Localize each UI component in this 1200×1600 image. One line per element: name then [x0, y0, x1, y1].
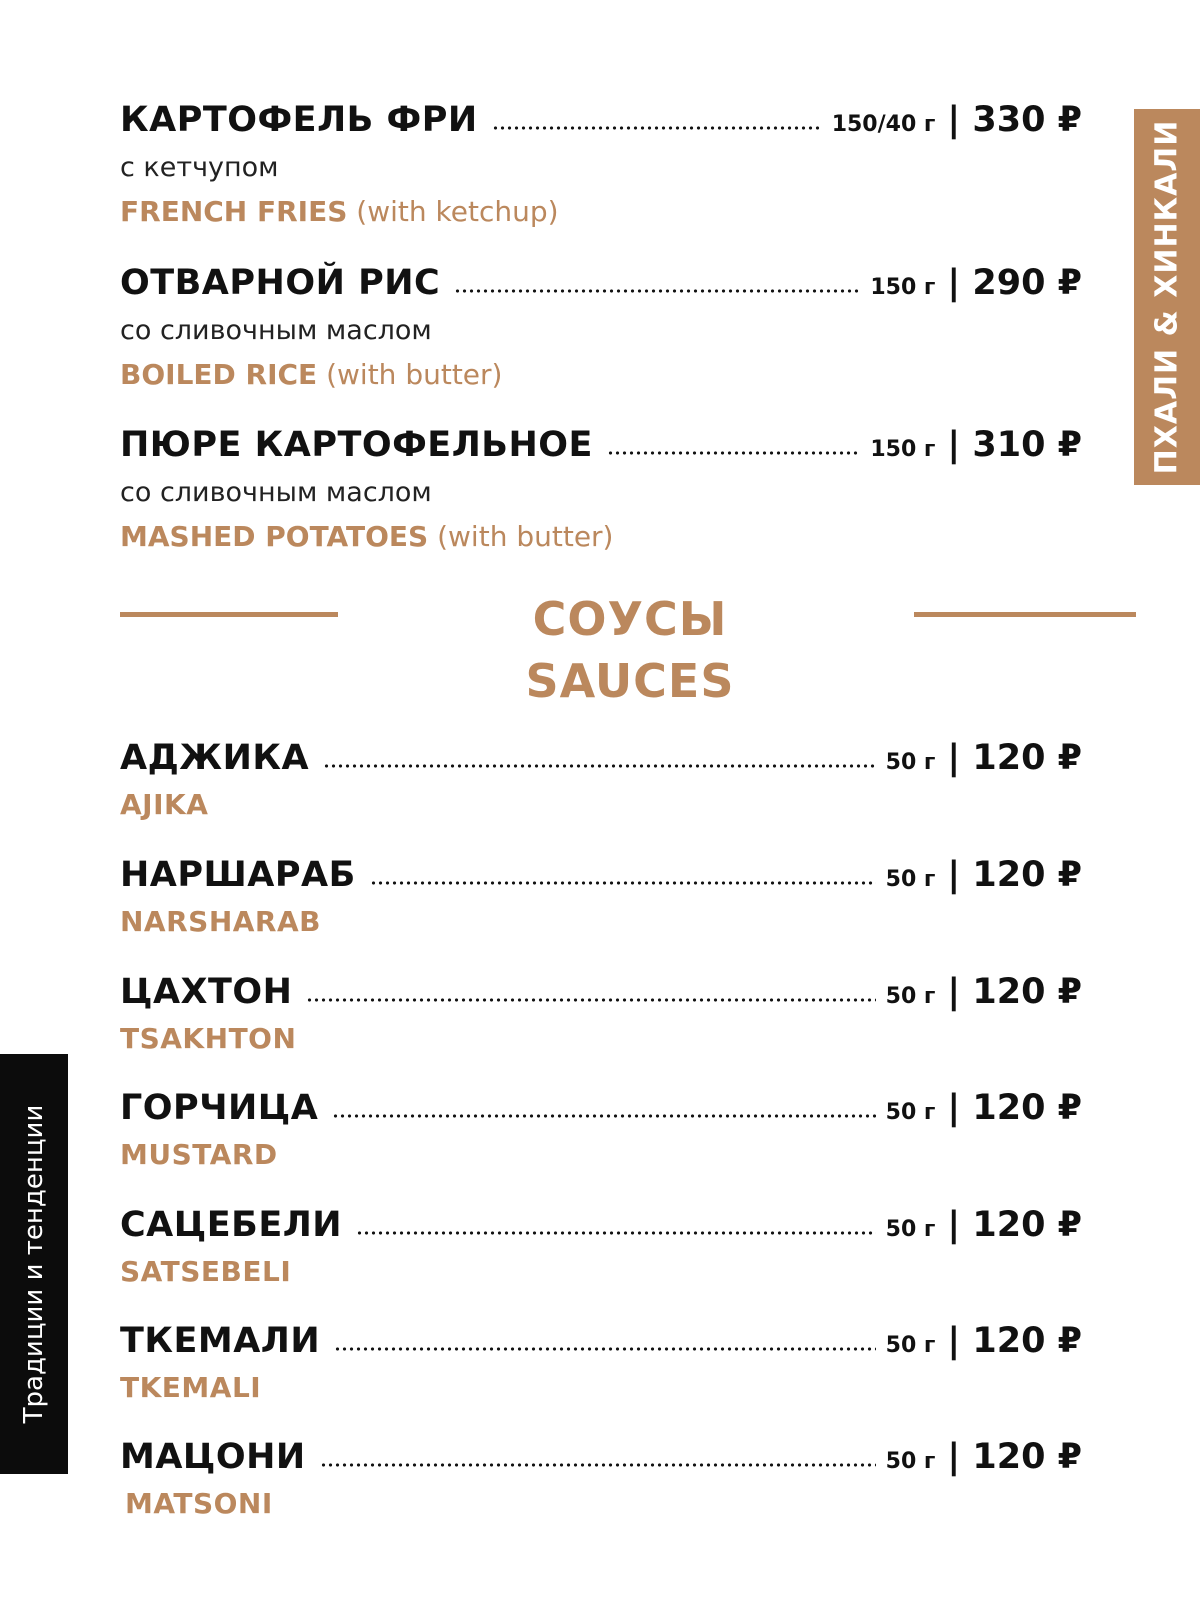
section-title-ru: СОУСЫ [532, 592, 728, 646]
menu-item-tkemali [120, 1321, 1082, 1404]
menu-item-satsebeli [120, 1205, 1082, 1288]
dot-leader [454, 289, 860, 293]
item-name: АДЖИКА [120, 738, 310, 778]
item-name: КАРТОФЕЛЬ ФРИ [120, 100, 478, 140]
item-name: ГОРЧИЦА [120, 1088, 319, 1128]
section-divider-left [120, 612, 338, 617]
dot-leader [607, 451, 860, 455]
item-english-name: TSAKHTON [120, 1022, 297, 1055]
dot-leader [356, 1231, 876, 1235]
item-name: САЦЕБЕЛИ [120, 1205, 343, 1245]
english-description: (with butter) [326, 358, 503, 391]
item-english-name [120, 520, 1082, 553]
item-weight: 50 г [885, 1217, 936, 1242]
english-description: (with butter) [437, 520, 614, 553]
item-english-name: SATSEBELI [120, 1255, 292, 1288]
dot-leader [332, 1114, 875, 1118]
section-title-sauces [420, 588, 840, 712]
menu-item-matsoni [120, 1437, 1082, 1520]
item-weight: 50 г [885, 1100, 936, 1125]
brand-tagline-tab [0, 1054, 68, 1474]
item-name: ПЮРЕ КАРТОФЕЛЬНОЕ [120, 425, 593, 465]
menu-item-tsakhton [120, 972, 1082, 1055]
item-description: со сливочным маслом [120, 477, 432, 508]
item-price: | 330 ₽ [947, 100, 1082, 140]
dot-leader [320, 1463, 876, 1467]
item-english-name: NARSHARAB [120, 905, 322, 938]
section-divider-right [914, 612, 1136, 617]
item-description: с кетчупом [120, 152, 279, 183]
item-price: | 120 ₽ [947, 1437, 1082, 1477]
item-english-name: MUSTARD [120, 1138, 278, 1171]
item-english-name: AJIKA [120, 788, 209, 821]
item-price: | 120 ₽ [947, 855, 1082, 895]
dot-leader [334, 1347, 875, 1351]
item-weight: 150 г [870, 275, 936, 300]
item-english-name: TKEMALI [120, 1371, 262, 1404]
english-title: BOILED RICE [120, 358, 318, 391]
item-weight: 150 г [870, 437, 936, 462]
item-name: ОТВАРНОЙ РИС [120, 263, 441, 303]
english-title: MASHED POTATOES [120, 520, 429, 553]
item-price: | 120 ₽ [947, 738, 1082, 778]
english-description: (with ketchup) [356, 195, 559, 228]
dot-leader [306, 998, 875, 1002]
item-weight: 50 г [885, 867, 936, 892]
item-weight: 50 г [885, 750, 936, 775]
item-price: | 290 ₽ [947, 263, 1082, 303]
item-name: ЦАХТОН [120, 972, 293, 1012]
section-title-en: SAUCES [525, 654, 735, 708]
menu-item-narsharab [120, 855, 1082, 938]
item-english-name: MATSONI [125, 1487, 273, 1520]
menu-item-mustard [120, 1088, 1082, 1171]
item-price: | 120 ₽ [947, 1088, 1082, 1128]
item-price: | 120 ₽ [947, 1321, 1082, 1361]
item-english-name [120, 358, 1082, 391]
menu-item-ajika [120, 738, 1082, 821]
category-tab-label: ПХАЛИ & ХИНКАЛИ [1149, 119, 1185, 475]
item-description: со сливочным маслом [120, 315, 432, 346]
category-tab-pkhali-khinkali[interactable] [1134, 109, 1200, 485]
dot-leader [323, 764, 876, 768]
item-weight: 50 г [885, 1333, 936, 1358]
english-title: FRENCH FRIES [120, 195, 348, 228]
dot-leader [370, 881, 876, 885]
item-price: | 120 ₽ [947, 1205, 1082, 1245]
item-price: | 310 ₽ [947, 425, 1082, 465]
item-name: НАРШАРАБ [120, 855, 356, 895]
item-price: | 120 ₽ [947, 972, 1082, 1012]
item-weight: 150/40 г [831, 112, 936, 137]
item-name: МАЦОНИ [120, 1437, 306, 1477]
menu-item-french-fries [120, 100, 1082, 228]
item-english-name [120, 195, 1082, 228]
brand-tagline: Традиции и тенденции [19, 1104, 49, 1424]
item-weight: 50 г [885, 984, 936, 1009]
item-name: ТКЕМАЛИ [120, 1321, 321, 1361]
menu-item-boiled-rice [120, 263, 1082, 391]
menu-item-mashed-potatoes [120, 425, 1082, 553]
dot-leader [492, 126, 822, 130]
item-weight: 50 г [885, 1449, 936, 1474]
